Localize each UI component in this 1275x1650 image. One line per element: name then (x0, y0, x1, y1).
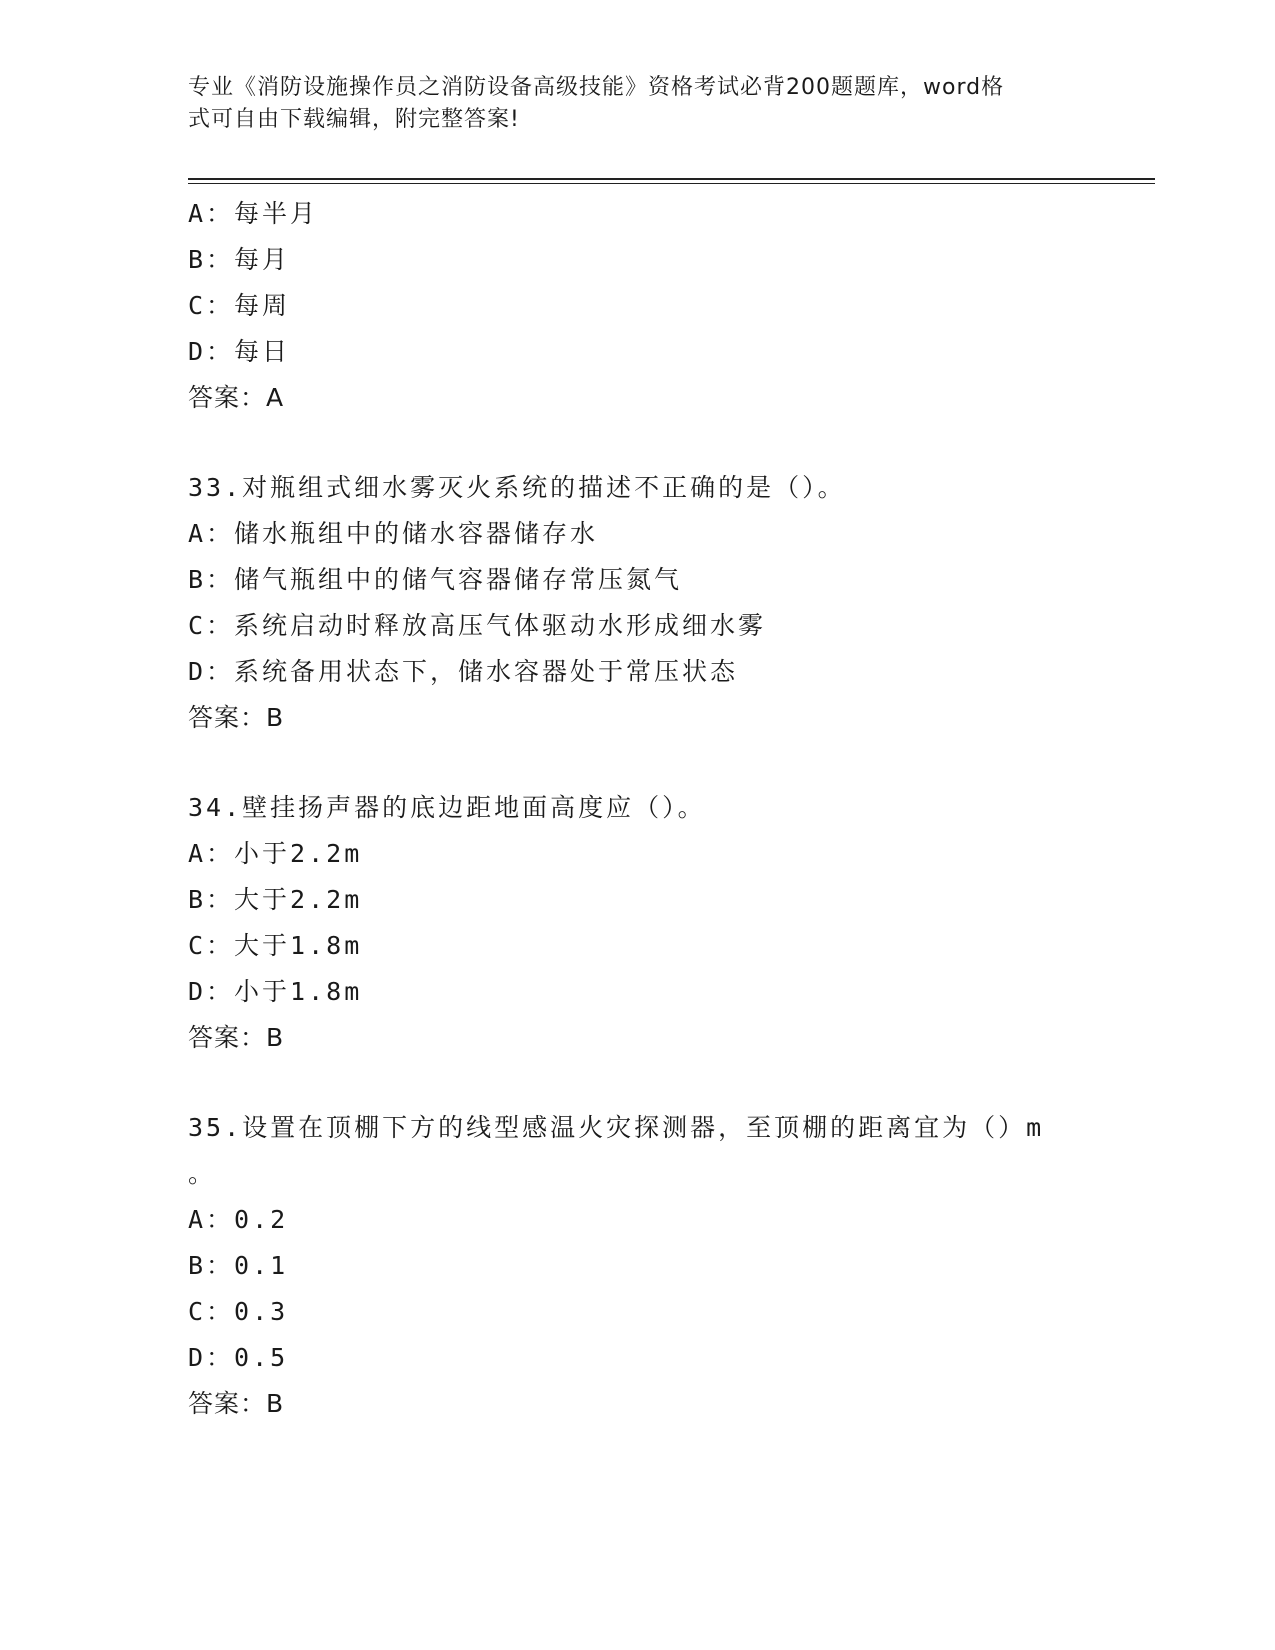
option-a: A：每半月 (188, 199, 319, 228)
option-b: B：大于2.2m (188, 885, 363, 914)
option-b: B：储气瓶组中的储气容器储存常压氮气 (188, 565, 683, 594)
option-d: D：每日 (188, 337, 291, 366)
option-d: D：小于1.8m (188, 977, 363, 1006)
question-stem: 35.设置在顶棚下方的线型感温火灾探测器，至顶棚的距离宜为（）m (188, 1113, 1045, 1142)
spacer (188, 421, 1155, 465)
answer: 答案：B (188, 1023, 285, 1052)
option-c: C：系统启动时释放高压气体驱动水形成细水雾 (188, 611, 767, 640)
question-stem: 34.壁挂扬声器的底边距地面高度应（）。 (188, 793, 706, 822)
question-34 (188, 785, 1155, 1061)
option-c: C：每周 (188, 291, 291, 320)
spacer (188, 1061, 1155, 1105)
question-32-continued (188, 191, 1155, 421)
option-a: A：小于2.2m (188, 839, 363, 868)
header-divider (188, 178, 1155, 184)
header-line-1: 专业《消防设施操作员之消防设备高级技能》资格考试必背200题题库，word格 (188, 75, 1005, 100)
question-stem-continued: 。 (188, 1159, 217, 1188)
spacer (188, 741, 1155, 785)
option-c: C：大于1.8m (188, 931, 363, 960)
document-header (188, 72, 1068, 136)
question-35 (188, 1105, 1155, 1427)
question-stem: 33.对瓶组式细水雾灭火系统的描述不正确的是（）。 (188, 473, 846, 502)
option-a: A：0.2 (188, 1205, 289, 1234)
option-b: B：0.1 (188, 1251, 289, 1280)
answer: 答案：B (188, 1389, 285, 1418)
option-b: B：每月 (188, 245, 291, 274)
question-list (188, 191, 1155, 1427)
question-33 (188, 465, 1155, 741)
header-line-2: 式可自由下载编辑，附完整答案! (188, 107, 520, 132)
option-d: D：系统备用状态下，储水容器处于常压状态 (188, 657, 739, 686)
option-c: C：0.3 (188, 1297, 289, 1326)
answer: 答案：B (188, 703, 285, 732)
option-d: D：0.5 (188, 1343, 289, 1372)
option-a: A：储水瓶组中的储水容器储存水 (188, 519, 599, 548)
answer: 答案：A (188, 383, 285, 412)
